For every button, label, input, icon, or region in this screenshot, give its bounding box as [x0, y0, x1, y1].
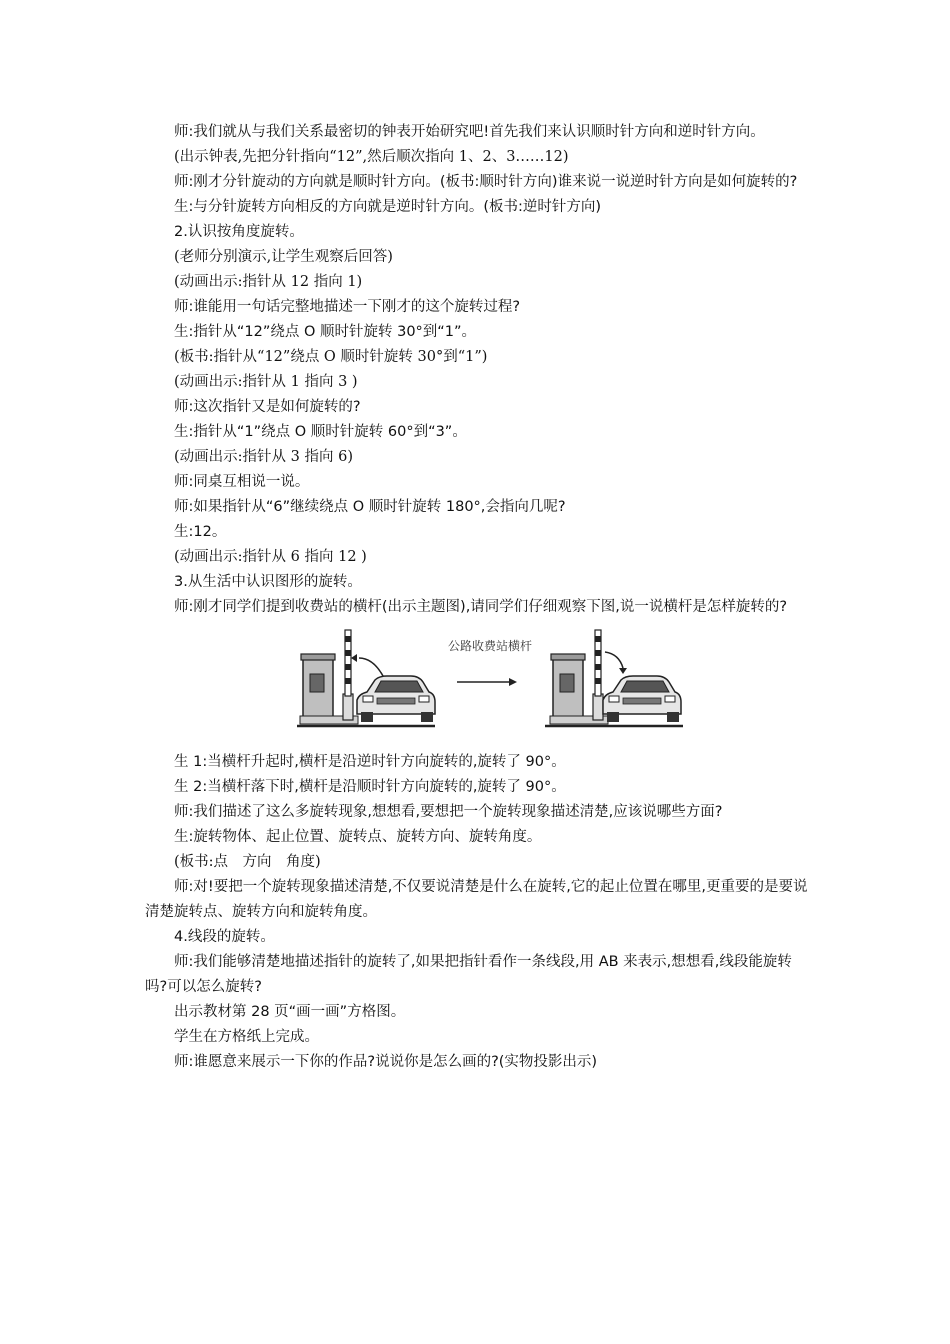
section-heading: 4.线段的旋转。 — [174, 929, 275, 945]
paragraph: (板书:指针从“12”绕点 O 顺时针旋转 30°到“1”) — [174, 349, 488, 365]
paragraph: 师:同桌互相说一说。 — [174, 474, 310, 490]
paragraph: 师:谁愿意来展示一下你的作品?说说你是怎么画的?(实物投影出示) — [174, 1054, 598, 1070]
paragraph: 出示教材第 28 页“画一画”方格图。 — [174, 1004, 406, 1020]
paragraph: 师:刚才同学们提到收费站的横杆(出示主题图),请同学们仔细观察下图,说一说横杆是怎样旋转的? — [174, 599, 788, 615]
paragraph: (动画出示:指针从 6 指向 12 ) — [174, 549, 367, 565]
paragraph: (动画出示:指针从 1 指向 3 ) — [174, 374, 358, 390]
paragraph: 学生在方格纸上完成。 — [174, 1029, 319, 1045]
paragraph: (老师分别演示,让学生观察后回答) — [174, 249, 393, 265]
paragraph: 生:指针从“12”绕点 O 顺时针旋转 30°到“1”。 — [174, 324, 477, 340]
document-page — [145, 120, 810, 1075]
paragraph: 生:旋转物体、起止位置、旋转点、旋转方向、旋转角度。 — [174, 829, 542, 845]
paragraph: 生:12。 — [174, 524, 227, 540]
paragraph: 师:对!要把一个旋转现象描述清楚,不仅要说清楚是什么在旋转,它的起止位置在哪里,更重要的是要说清楚旋转点、旋转方向和旋转角度。 — [145, 879, 808, 920]
paragraph: (动画出示:指针从 12 指向 1) — [174, 274, 363, 290]
paragraph: 师:我们能够清楚地描述指针的旋转了,如果把指针看作一条线段,用 AB 来表示,想想看,线段能旋转吗?可以怎么旋转? — [145, 954, 792, 995]
car-icon — [603, 676, 681, 722]
paragraph: 师:如果指针从“6”继续绕点 O 顺时针旋转 180°,会指向几呢? — [174, 499, 566, 515]
paragraph: 生 1:当横杆升起时,横杆是沿逆时针方向旋转的,旋转了 90°。 — [174, 754, 566, 770]
car-icon — [357, 676, 435, 722]
paragraph: 生:指针从“1”绕点 O 顺时针旋转 60°到“3”。 — [174, 424, 467, 440]
toll-gate-figure — [145, 624, 810, 744]
right-scene — [545, 630, 683, 726]
section-heading: 3.从生活中认识图形的旋转。 — [174, 574, 362, 590]
paragraph: 师:我们描述了这么多旋转现象,想想看,要想把一个旋转现象描述清楚,应该说哪些方面? — [174, 804, 723, 820]
paragraph: 师:我们就从与我们关系最密切的钟表开始研究吧!首先我们来认识顺时针方向和逆时针方向。 — [174, 124, 765, 140]
paragraph: (动画出示:指针从 3 指向 6) — [174, 449, 353, 465]
paragraph: 师:刚才分针旋动的方向就是顺时针方向。(板书:顺时针方向)谁来说一说逆时针方向是如何旋转的? — [174, 174, 798, 190]
paragraph: (出示钟表,先把分针指向“12”,然后顺次指向 1、2、3……12) — [174, 149, 569, 165]
paragraph: (板书:点 方向 角度) — [174, 854, 321, 870]
paragraph: 生:与分针旋转方向相反的方向就是逆时针方向。(板书:逆时针方向) — [174, 199, 602, 215]
figure-caption: 公路收费站横杆 — [447, 639, 533, 653]
paragraph: 师:这次指针又是如何旋转的? — [174, 399, 361, 415]
paragraph: 师:谁能用一句话完整地描述一下刚才的这个旋转过程? — [174, 299, 521, 315]
paragraph: 生 2:当横杆落下时,横杆是沿顺时针方向旋转的,旋转了 90°。 — [174, 779, 566, 795]
toll-gate-illustration — [295, 624, 685, 739]
left-scene — [297, 630, 435, 726]
section-heading: 2.认识按角度旋转。 — [174, 224, 304, 240]
